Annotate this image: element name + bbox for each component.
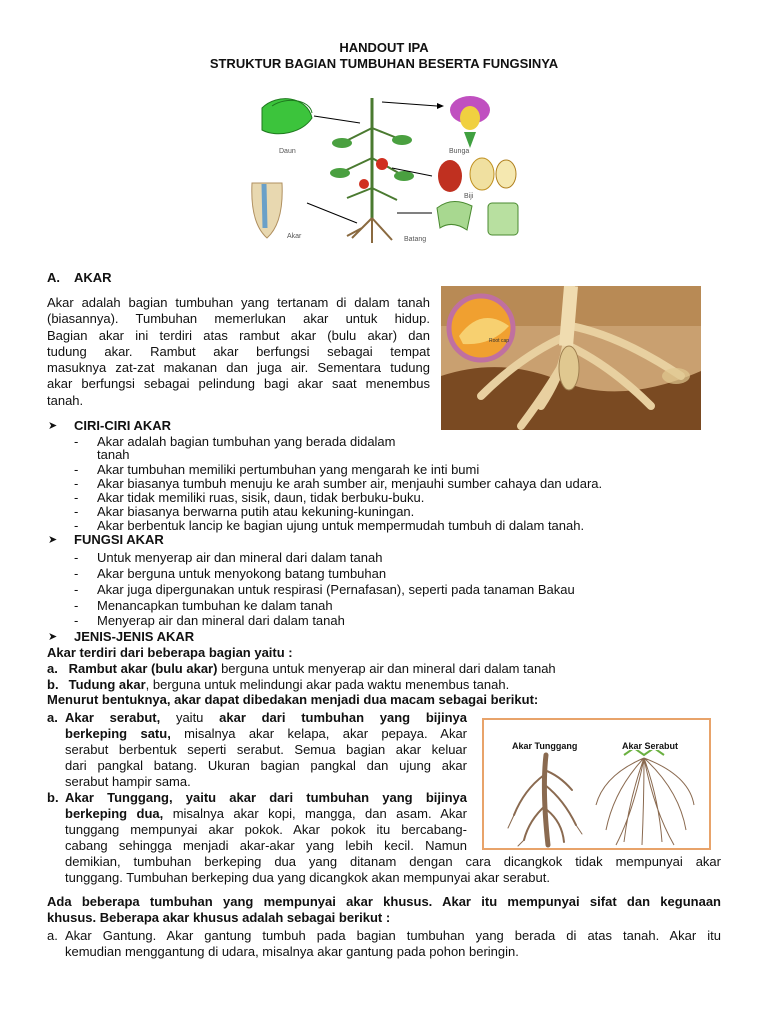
jenis-arrow-icon: ➤ <box>48 631 58 643</box>
tunggang-line-4: cabang sehingga menjadi akar-akar yang lebih kecil. Namun <box>65 838 467 853</box>
handout-subtitle: STRUKTUR BAGIAN TUMBUHAN BESERTA FUNGSINYA <box>209 56 559 71</box>
root-types-drawing <box>484 750 709 848</box>
fungsi-item-4: - Menancapkan tumbuhan ke dalam tanah <box>74 598 333 613</box>
tunggang-line-1: b. Akar Tunggang, yaitu akar dari tumbuhan yang bijinya <box>47 790 467 805</box>
tunggang-line-2: berkeping dua, misalnya akar kopi, mangga, dan asam. Akar <box>65 806 467 821</box>
seed-image <box>438 158 516 192</box>
ciri-heading: CIRI-CIRI AKAR <box>74 418 172 433</box>
leaf-image <box>262 99 312 134</box>
fig-label-serabut: Akar Serabut <box>622 741 679 751</box>
tunggang-line-5: demikian, tumbuhan berkeping dua yang ditanam dengan cara dicangkok tidak mempunyai akar <box>65 854 721 869</box>
label-akar: Akar <box>287 233 302 240</box>
serabut-line-4: dari pangkal batang. Ukuran bagian pangkal dan ujung akar <box>65 758 467 773</box>
jenis-item-a: a. Rambut akar (bulu akar) berguna untuk menyerap air dan mineral dari dalam tanah <box>47 661 556 676</box>
ciri-item-5: - Akar biasanya berwarna putih atau kekuning-kuningan. <box>74 504 415 519</box>
fungsi-arrow-icon: ➤ <box>48 534 58 546</box>
serabut-line-3: serabut berbentuk seperti serabut. Semua bagian akar keluar <box>65 742 467 757</box>
root-illustration <box>441 286 701 430</box>
jenis-intro: Akar terdiri dari beberapa bagian yaitu : <box>47 645 293 660</box>
serabut-line-5: serabut hampir sama. <box>65 774 191 789</box>
fungsi-heading: FUNGSI AKAR <box>74 532 164 547</box>
fungsi-item-1: - Untuk menyerap air dan mineral dari dalam tanah <box>74 550 383 565</box>
tunggang-line-6: tunggang. Tumbuhan berkeping dua yang dicangkok akan mempunyai akar serabut. <box>65 870 550 885</box>
khusus-item-a: a. Akar Gantung. Akar gantung tumbuh pada bagian tumbuhan yang berada di atas tanah. Akar itu <box>47 928 721 943</box>
flower-image <box>450 96 490 148</box>
fungsi-item-3: - Akar juga dipergunakan untuk respirasi (Pernafasan), seperti pada tanaman Bakau <box>74 582 575 597</box>
ciri-item-6: - Akar berbentuk lancip ke bagian ujung untuk mempermudah tumbuh di dalam tanah. <box>74 518 585 533</box>
root-types-figure <box>482 718 711 850</box>
khusus-intro-1: Ada beberapa tumbuhan yang mempunyai akar khusus. Akar itu mempunyai sifat dan kegunaan <box>47 894 721 909</box>
tunggang-line-3: tunggang mempunyai akar pokok. Akar pokok itu bercabang- <box>65 822 467 837</box>
plant-image <box>330 98 414 243</box>
khusus-item-a-cont: kemudian menggantung di udara, misalnya akar gantung pada pohon beringin. <box>65 944 519 959</box>
root-cap-label: Root cap <box>489 338 510 344</box>
handout-title: HANDOUT IPA <box>339 40 429 55</box>
label-batang: Batang <box>404 236 427 243</box>
ciri-item-3: - Akar biasanya tumbuh menuju ke arah sumber air, menjauhi sumber cahaya dan udara. <box>74 476 603 491</box>
ciri-arrow-icon: ➤ <box>48 420 58 432</box>
stem-section-image <box>437 201 518 235</box>
fungsi-item-2: - Akar berguna untuk menyokong batang tumbuhan <box>74 566 387 581</box>
bentuk-intro: Menurut bentuknya, akar dapat dibedakan menjadi dua macam sebagai berikut: <box>47 692 539 707</box>
jenis-item-b: b. Tudung akar, berguna untuk melindungi akar pada waktu menembus tanah. <box>47 677 510 692</box>
section-a-letter: A. <box>47 270 60 285</box>
serabut-line-1: a. Akar serabut, yaitu akar dari tumbuhan yang bijinya <box>47 710 467 725</box>
ciri-item-2: - Akar tumbuhan memiliki pertumbuhan yang mengarah ke inti bumi <box>74 462 480 477</box>
ciri-item-4: - Akar tidak memiliki ruas, sisik, daun, tidak berbuku-buku. <box>74 490 425 505</box>
label-biji: Biji <box>464 193 474 200</box>
fig-label-tunggang: Akar Tunggang <box>512 741 578 751</box>
fungsi-item-5: - Menyerap air dan mineral dari dalam tanah <box>74 613 345 628</box>
section-a-intro: Akar adalah bagian tumbuhan yang tertanam di dalam tanah (biasannya). Tumbuhan memerlukan akar untuk hidup. Bagian akar ini terdiri atas rambut akar (bulu akar) dan tudung akar. Rambut akar berfungsi sebagai tempat masuknya zat-zat makanan dan juga air. Sementara tudung akar berfungsi sebagai pelindung bagi akar saat menembus tanah. <box>47 295 430 408</box>
label-bunga: Bunga <box>449 148 470 155</box>
khusus-intro-2: khusus. Beberapa akar khusus adalah sebagai berikut : <box>47 910 391 925</box>
ciri-item-1-cont: tanah <box>97 447 130 462</box>
serabut-line-2: berkeping satu, misalnya akar kelapa, akar pepaya. Akar <box>65 726 467 741</box>
ciri-item-1: - Akar adalah bagian tumbuhan yang berada didalam <box>74 434 396 449</box>
label-daun: Daun <box>279 148 296 155</box>
section-a-heading: AKAR <box>74 270 112 285</box>
plant-structure-diagram <box>232 88 532 248</box>
root-tip-image <box>252 183 282 238</box>
jenis-heading: JENIS-JENIS AKAR <box>74 629 195 644</box>
